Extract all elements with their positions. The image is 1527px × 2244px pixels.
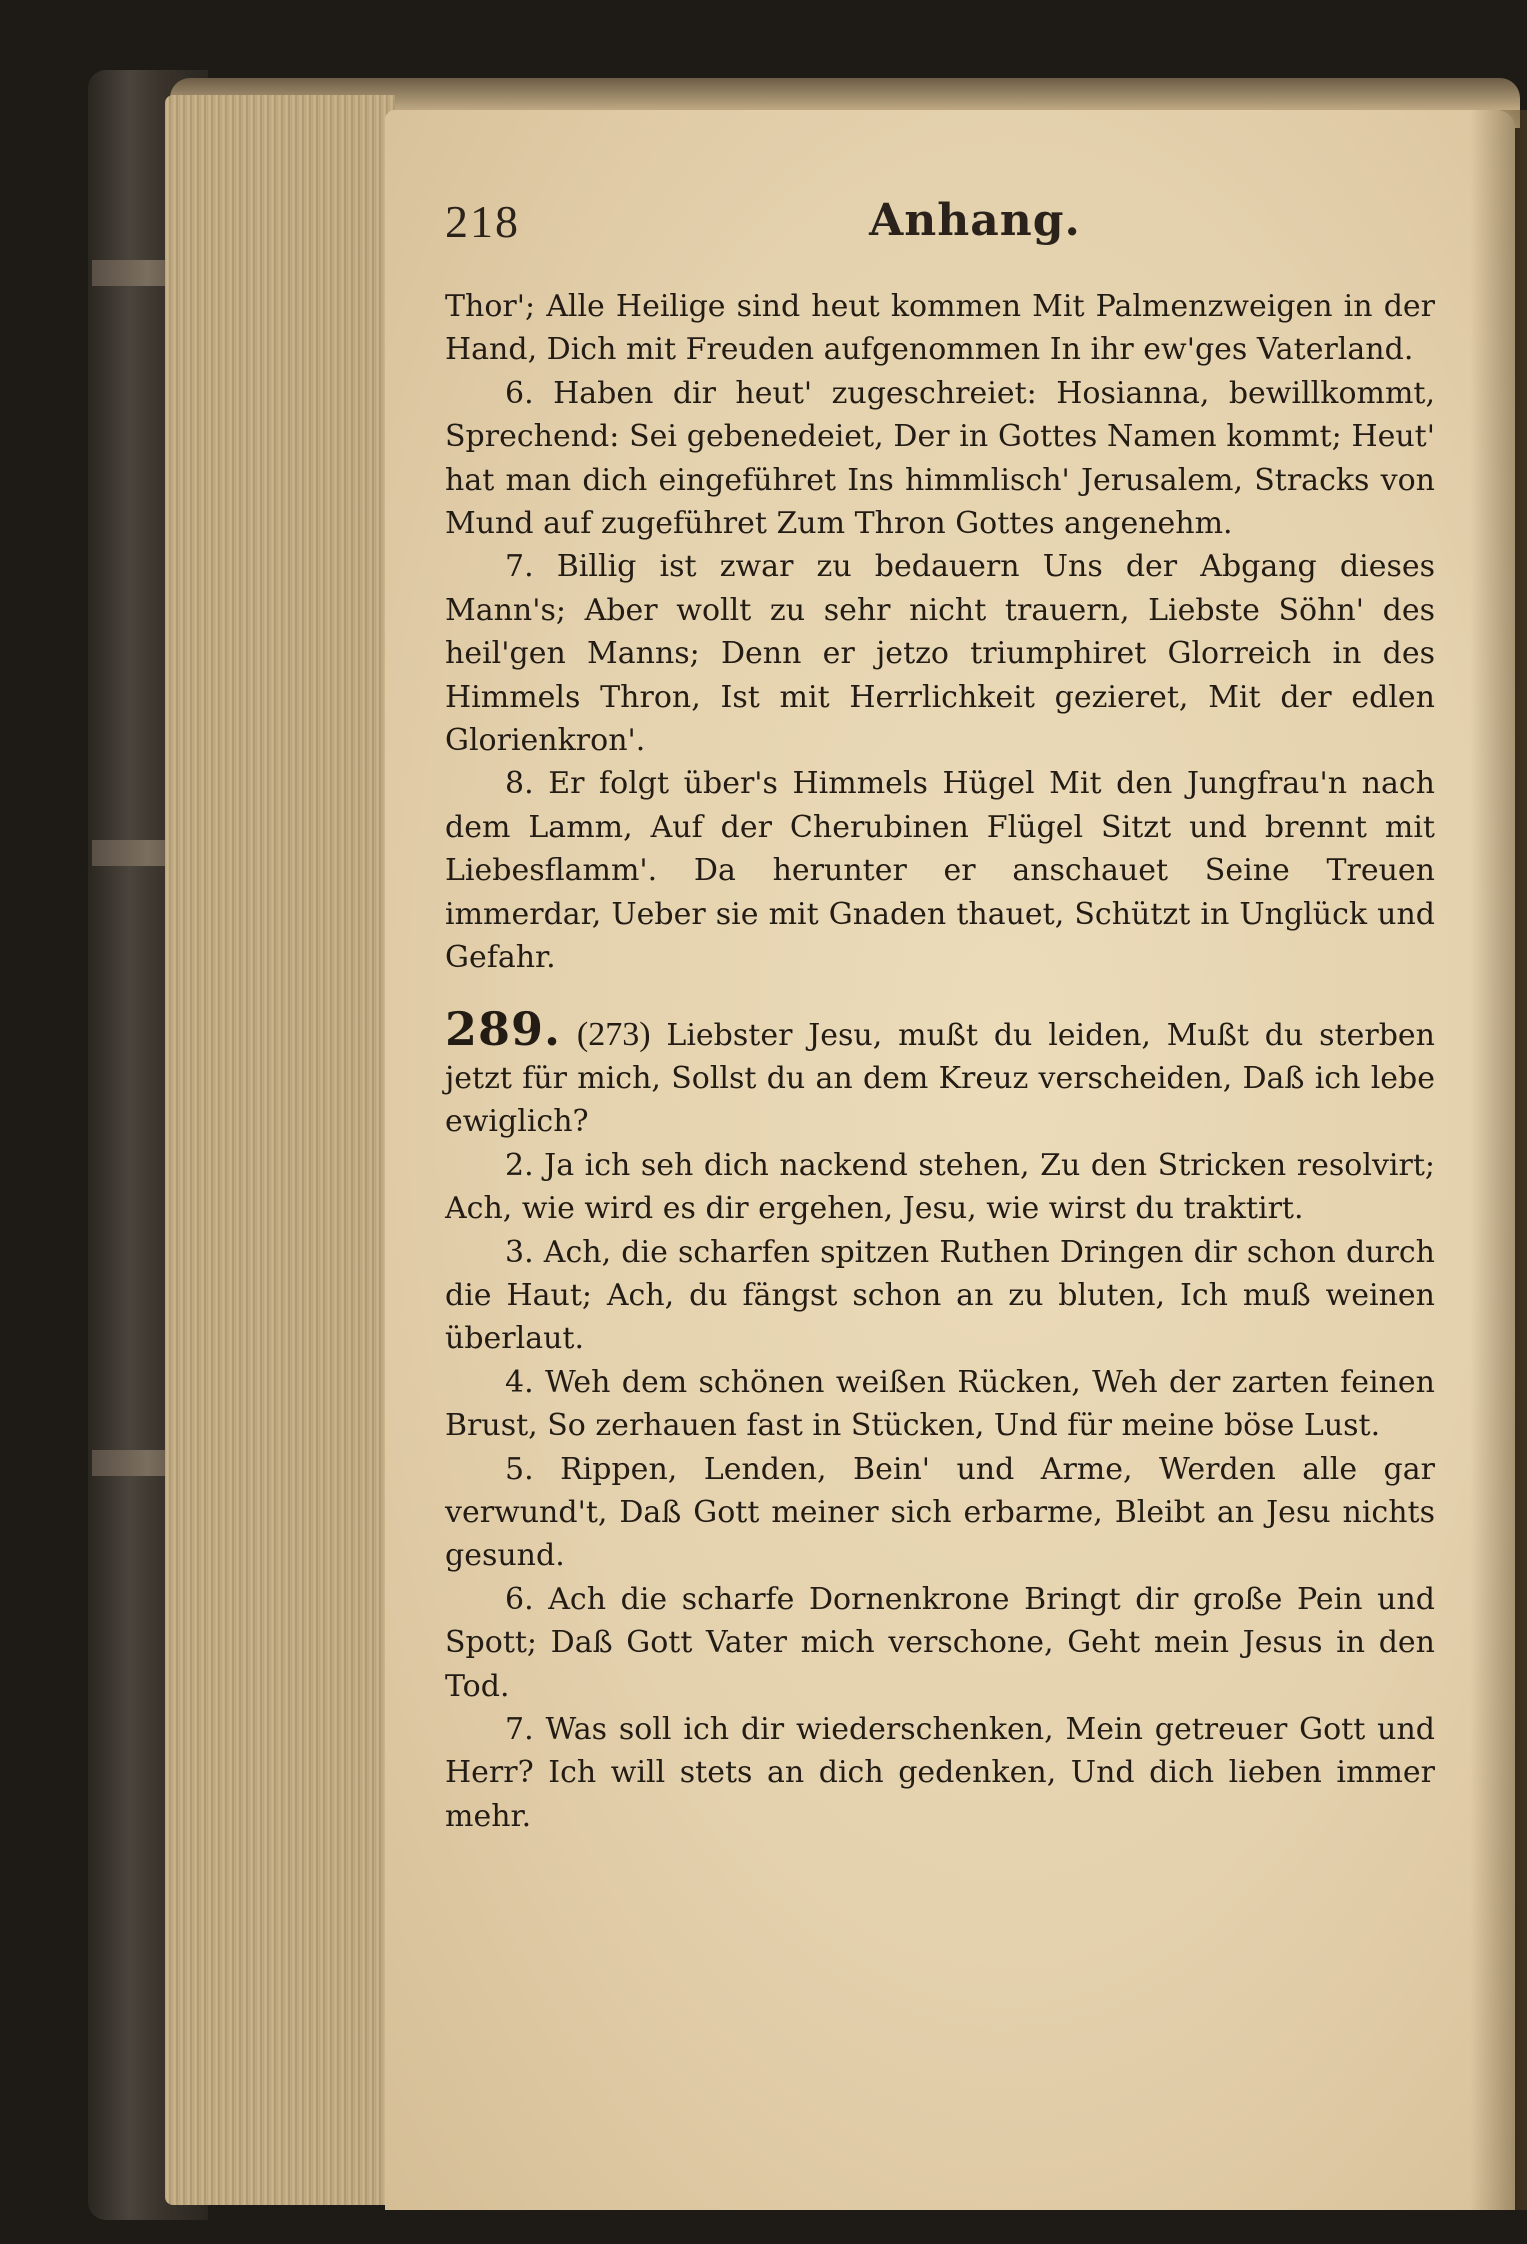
verse-text: Liebster Jesu, mußt du leiden, Mußt du sterben jetzt für mich, Sollst du an dem Kreuz verscheiden, Daß ich lebe ewiglich?: [445, 1017, 1435, 1140]
verse: 6. Ach die scharfe Dornenkrone Bringt dir große Pein und Spott; Daß Gott Vater mich verschone, Geht mein Jesus in den Tod.: [445, 1581, 1435, 1704]
page-edges: [165, 95, 395, 2205]
paragraph: Thor'; Alle Heilige sind heut kommen Mit Palmenzweigen in der Hand, Dich mit Freuden aufgenommen In ihr ew'ges Vaterland.: [445, 289, 1435, 368]
paragraph: 7. Billig ist zwar zu bedauern Uns der Abgang dieses Mann's; Aber wollt zu sehr nicht trauern, Liebste Söhn' des heil'gen Manns; Denn er jetzo triumphiret Glorreich in des Himmels Thron, Ist mit Herrlichkeit gezieret, Mit der edlen Glorienkron'.: [445, 549, 1435, 759]
verse: 7. Was soll ich dir wiederschenken, Mein getreuer Gott und Herr? Ich will stets an dich gedenken, Und dich lieben immer mehr.: [445, 1712, 1435, 1834]
page-header: [445, 195, 1425, 255]
verse: 5. Rippen, Lenden, Bein' und Arme, Werden alle gar verwund't, Daß Gott meiner sich erbarme, Bleibt an Jesu nichts gesund.: [445, 1451, 1435, 1574]
paragraph: 6. Haben dir heut' zugeschreiet: Hosianna, bewillkommt, Sprechend: Sei gebenedeiet, Der in Gottes Namen kommt; Heut' hat man dich eingeführet Ins himmlisch' Jerusalem, Stracks von Mund auf zugeführet Zum Thron Gottes angenehm.: [445, 375, 1435, 542]
hymn-number: 289.: [445, 1001, 562, 1056]
page-text: [445, 285, 1435, 1838]
hymn-reference: (273): [576, 1015, 651, 1053]
running-head: Anhang.: [869, 195, 1081, 246]
hymn-first-verse: [445, 1001, 1435, 1144]
page-number: 218: [445, 196, 520, 247]
verse: 2. Ja ich seh dich nackend stehen, Zu den Stricken resolvirt; Ach, wie wird es dir ergehen, Jesu, wie wirst du traktirt.: [445, 1147, 1435, 1227]
paragraph: 8. Er folgt über's Himmels Hügel Mit den Jungfrau'n nach dem Lamm, Auf der Cherubinen Flügel Sitzt und brennt mit Liebesflamm'. Da herunter er anschauet Seine Treuen immerdar, Ueber sie mit Gnaden thauet, Schützt in Unglück und Gefahr.: [445, 766, 1435, 976]
verse: 4. Weh dem schönen weißen Rücken, Weh der zarten feinen Brust, So zerhauen fast in Stücken, Und für meine böse Lust.: [445, 1364, 1435, 1444]
page-gutter-shadow: [1470, 110, 1527, 2210]
verse: 3. Ach, die scharfen spitzen Ruthen Dringen dir schon durch die Haut; Ach, du fängst schon an zu bluten, Ich muß weinen überlaut.: [445, 1234, 1435, 1357]
